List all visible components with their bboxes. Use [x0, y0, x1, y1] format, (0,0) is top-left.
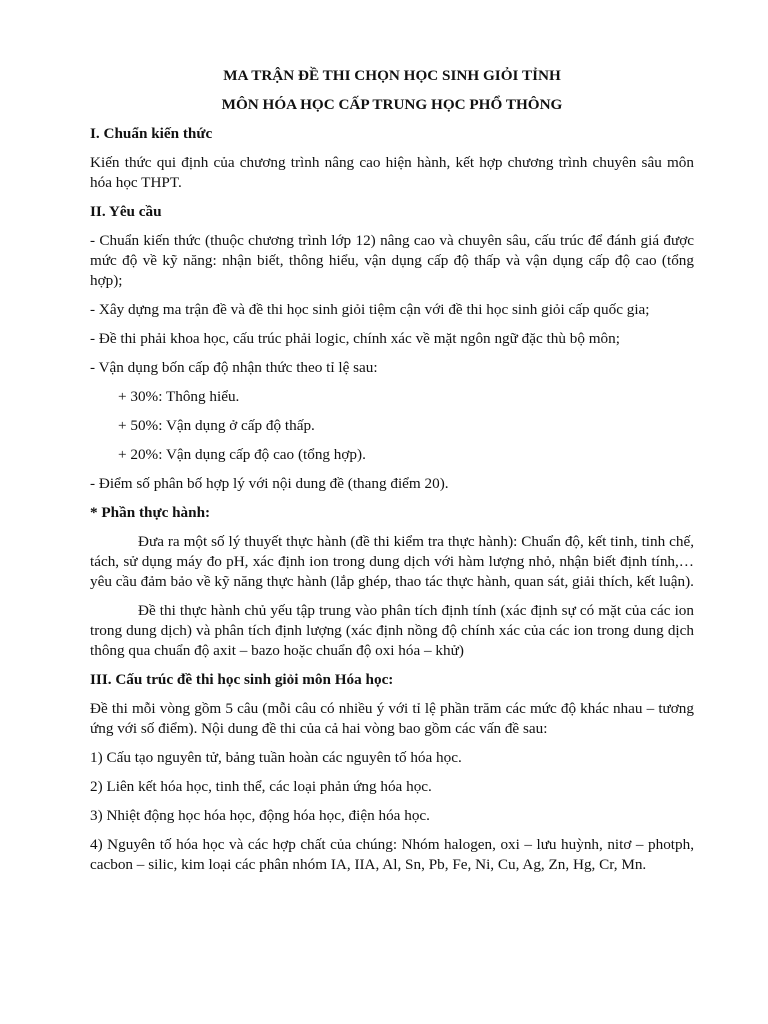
- requirement-item: - Xây dựng ma trận đề và đề thi học sinh giỏi tiệm cận với đề thi học sinh giỏi cấp quốc gia;: [90, 301, 650, 318]
- score-note: - Điểm số phân bố hợp lý với nội dung đề (thang điểm 20).: [90, 475, 449, 492]
- practice-paragraph-1: Đưa ra một số lý thuyết thực hành (đề thi kiểm tra thực hành): Chuẩn độ, kết tinh, tinh chế, tách, sử dụng máy đo pH, xác định ion trong dung dịch với hàm lượng nhỏ, nhận biết định tính,… yêu cầu đảm bảo về kỹ năng thực hành (lắp ghép, thao tác thực hành, quan sát, giải thích, kết luận).: [90, 533, 694, 590]
- section-1-text: Kiến thức qui định của chương trình nâng cao hiện hành, kết hợp chương trình chuyên sâu môn hóa học THPT.: [90, 154, 694, 191]
- content-item: 4) Nguyên tố hóa học và các hợp chất của chúng: Nhóm halogen, oxi – lưu huỳnh, nitơ – photph, cacbon – silic, kim loại các phân nhóm IA, IIA, Al, Sn, Pb, Fe, Ni, Cu, Ag, Zn, Hg, Cr, Mn.: [90, 836, 694, 873]
- requirement-item: - Chuẩn kiến thức (thuộc chương trình lớp 12) nâng cao và chuyên sâu, cấu trúc để đánh giá được mức độ về kỹ năng: nhận biết, thông hiểu, vận dụng cấp độ thấp và vận dụng cấp độ cao (tổng hợp);: [90, 232, 694, 289]
- requirement-item: - Vận dụng bốn cấp độ nhận thức theo tỉ lệ sau:: [90, 359, 378, 376]
- document-title-line-2: MÔN HÓA HỌC CẤP TRUNG HỌC PHỔ THÔNG: [221, 96, 563, 113]
- section-3-intro: Đề thi mỗi vòng gồm 5 câu (mỗi câu có nhiều ý với tỉ lệ phần trăm các mức độ khác nhau – tương ứng với số điểm). Nội dung đề thi của cả hai vòng bao gồm các vấn đề sau:: [90, 700, 694, 737]
- requirement-item: - Đề thi phải khoa học, cấu trúc phải logic, chính xác về mặt ngôn ngữ đặc thù bộ môn;: [90, 330, 620, 347]
- practice-paragraph-2: Đề thi thực hành chủ yếu tập trung vào phân tích định tính (xác định sự có mặt của các ion trong dung dịch) và phân tích định lượng (xác định nồng độ chính xác của các ion trong dung dịch thông qua chuẩn độ axit – bazo hoặc chuẩn độ oxi hóa – khử): [90, 602, 694, 659]
- section-1-heading: I. Chuẩn kiến thức: [90, 125, 213, 142]
- cognitive-level-item: + 50%: Vận dụng ở cấp độ thấp.: [118, 417, 315, 434]
- cognitive-level-item: + 30%: Thông hiểu.: [118, 388, 240, 405]
- content-item: 1) Cấu tạo nguyên tử, bảng tuần hoàn các nguyên tố hóa học.: [90, 749, 462, 766]
- content-item: 3) Nhiệt động học hóa học, động hóa học, điện hóa học.: [90, 807, 430, 824]
- content-item: 2) Liên kết hóa học, tinh thể, các loại phản ứng hóa học.: [90, 778, 432, 795]
- section-2-heading: II. Yêu cầu: [90, 203, 162, 220]
- cognitive-level-item: + 20%: Vận dụng cấp độ cao (tổng hợp).: [118, 446, 366, 463]
- section-3-heading: III. Cấu trúc đề thi học sinh giỏi môn Hóa học:: [90, 671, 394, 688]
- practice-heading: * Phần thực hành:: [90, 504, 211, 521]
- document-title-line-1: MA TRẬN ĐỀ THI CHỌN HỌC SINH GIỎI TỈNH: [223, 67, 561, 84]
